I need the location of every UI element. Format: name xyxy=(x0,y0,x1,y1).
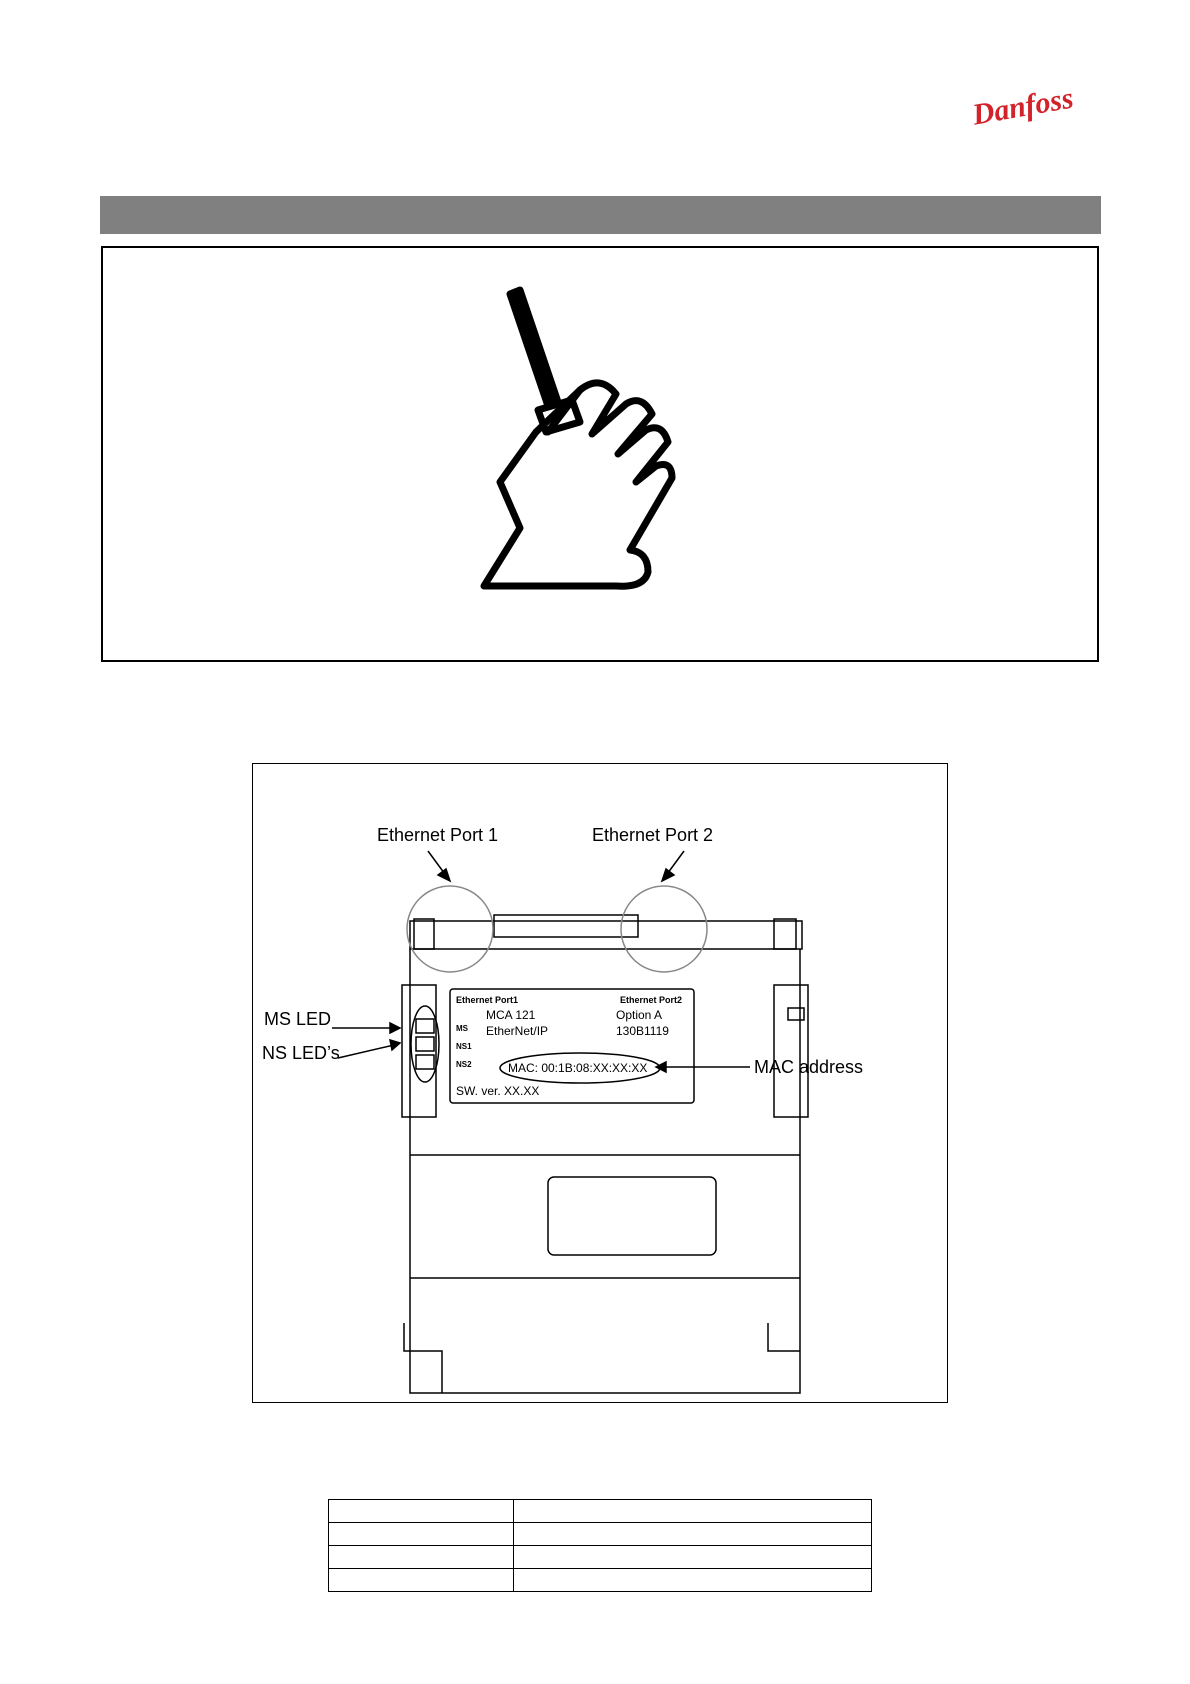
table-cell xyxy=(514,1546,872,1569)
ms-led xyxy=(416,1019,434,1033)
table-cell xyxy=(514,1569,872,1592)
logo-text: Danfoss xyxy=(969,81,1076,132)
table-row xyxy=(329,1523,872,1546)
plate-protocol: EtherNet/IP xyxy=(486,1024,549,1038)
top-connector-strip xyxy=(410,921,802,949)
table-cell xyxy=(329,1523,514,1546)
plate-ns1: NS1 xyxy=(456,1042,472,1051)
right-rail xyxy=(774,985,808,1117)
ethernet-port-1-label: Ethernet Port 1 xyxy=(377,825,499,845)
table-cell xyxy=(329,1500,514,1523)
info-table xyxy=(328,1499,872,1592)
table-cell xyxy=(329,1569,514,1592)
table-cell xyxy=(514,1500,872,1523)
plate-sw-ver: SW. ver. XX.XX xyxy=(456,1084,540,1098)
option-board-diagram xyxy=(252,763,948,1403)
ethernet-port-2-label: Ethernet Port 2 xyxy=(592,825,714,845)
plate-option: Option A xyxy=(616,1008,663,1022)
plate-port1: Ethernet Port1 xyxy=(456,995,519,1005)
top-connector xyxy=(494,915,638,937)
ns2-led xyxy=(416,1055,434,1069)
plate-ms: MS xyxy=(456,1024,468,1033)
section-header-bar xyxy=(100,196,1101,234)
display-window xyxy=(548,1177,716,1255)
plate-model: MCA 121 xyxy=(486,1008,536,1022)
plate-part-no: 130B1119 xyxy=(616,1024,669,1038)
ns1-led xyxy=(416,1037,434,1051)
danfoss-logo xyxy=(968,80,1078,132)
hand-screwdriver-icon xyxy=(480,282,720,604)
table-cell xyxy=(514,1523,872,1546)
plate-ns2: NS2 xyxy=(456,1060,472,1069)
table-row xyxy=(329,1500,872,1523)
mac-address-label: MAC address xyxy=(754,1057,864,1077)
table-row xyxy=(329,1569,872,1592)
table-cell xyxy=(329,1546,514,1569)
board-outline xyxy=(410,949,800,1393)
table-row xyxy=(329,1546,872,1569)
ms-led-label: MS LED xyxy=(264,1009,332,1029)
plate-port2: Ethernet Port2 xyxy=(620,995,683,1005)
ns-leds-label: NS LED’s xyxy=(262,1043,340,1063)
plate-mac: MAC: 00:1B:08:XX:XX:XX xyxy=(508,1061,648,1075)
